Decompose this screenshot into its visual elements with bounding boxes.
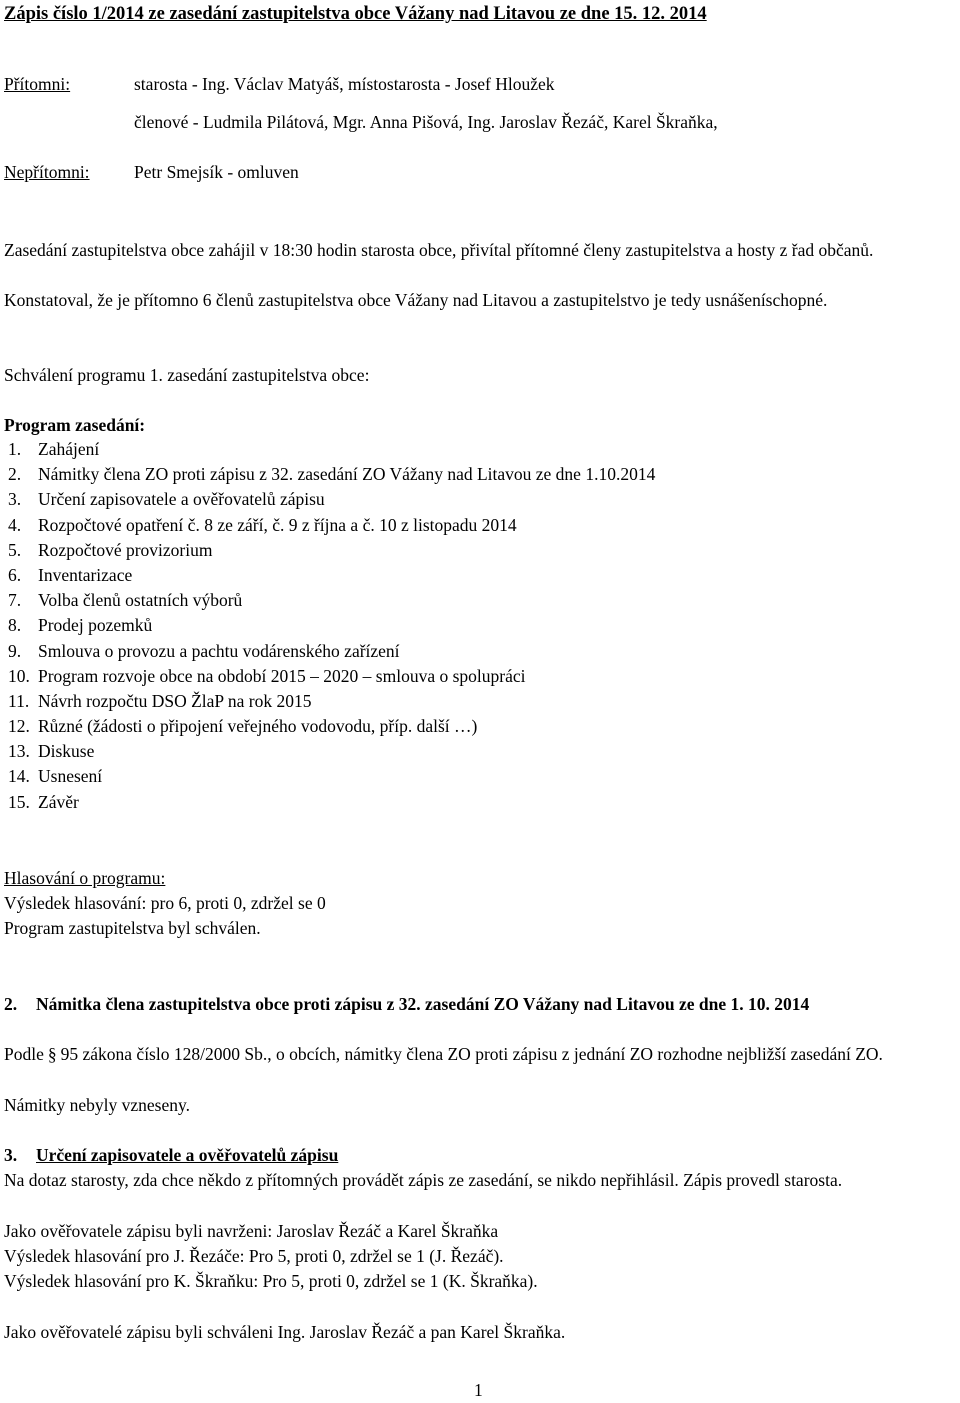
vote-program-approved: Program zastupitelstva byl schválen.	[4, 918, 261, 938]
intro-paragraph-1: Zasedání zastupitelstva obce zahájil v 18:30 hodin starosta obce, přivítal přítomné členy zastupitelstva a hosty z řad občanů.	[4, 240, 874, 260]
section-2-paragraph: Podle § 95 zákona číslo 128/2000 Sb., o obcích, námitky člena ZO proti zápisu z jednání ZO rozhodne nejbližší zasedání ZO.	[4, 1042, 956, 1067]
section-3-paragraph-4: Výsledek hlasování pro K. Škraňku: Pro 5, proti 0, zdržel se 1 (K. Škraňka).	[4, 1271, 538, 1291]
program-item: 14. Usnesení	[8, 766, 103, 787]
program-item: 7. Volba členů ostatních výborů	[8, 590, 243, 611]
section-sign-icon: §	[47, 1044, 57, 1064]
program-heading: Program zasedání:	[4, 415, 146, 435]
section-3-title: Určení zapisovatele a ověřovatelů zápisu	[36, 1145, 339, 1165]
program-item: 9. Smlouva o provozu a pachtu vodárenského zařízení	[8, 640, 400, 661]
program-item: 3. Určení zapisovatele a ověřovatelů zápisu	[8, 489, 325, 510]
vote-program-result: Výsledek hlasování: pro 6, proti 0, zdržel se 0	[4, 893, 326, 913]
section-3-paragraph-3: Výsledek hlasování pro J. Řezáče: Pro 5, proti 0, zdržel se 1 (J. Řezáč).	[4, 1246, 504, 1266]
program-item: 4. Rozpočtové opatření č. 8 ze září, č. 9 z října a č. 10 z listopadu 2014	[8, 514, 517, 535]
absent-label: Nepřítomni:	[4, 162, 90, 182]
program-item: 13. Diskuse	[8, 741, 95, 762]
program-item: 6. Inventarizace	[8, 564, 133, 585]
page-number: 1	[474, 1380, 483, 1400]
section-3-paragraph-1: Na dotaz starosty, zda chce někdo z přítomných provádět zápis ze zasedání, se nikdo nepřihlásil. Zápis provedl starosta.	[4, 1170, 843, 1190]
section-2-heading	[4, 992, 956, 1017]
program-item: 15. Závěr	[8, 791, 79, 812]
section-2-number: 2.	[4, 994, 18, 1014]
program-item: 1. Zahájení	[8, 439, 100, 459]
present-line-2: členové - Ludmila Pilátová, Mgr. Anna Pišová, Ing. Jaroslav Řezáč, Karel Škraňka,	[134, 112, 718, 132]
program-item: 10. Program rozvoje obce na období 2015 – 2020 – smlouva o spolupráci	[8, 665, 526, 686]
program-list	[8, 437, 655, 815]
program-item: 11. Návrh rozpočtu DSO ŽlaP na rok 2015	[8, 690, 312, 711]
present-label: Přítomni:	[4, 74, 71, 94]
section-3-paragraph-5: Jako ověřovatelé zápisu byli schváleni Ing. Jaroslav Řezáč a pan Karel Škraňka.	[4, 1322, 566, 1342]
intro-paragraph-2: Konstatoval, že je přítomno 6 členů zastupitelstva obce Vážany nad Litavou a zastupitelstvo je tedy usnášeníschopné.	[4, 290, 828, 310]
program-item: 2. Námitky člena ZO proti zápisu z 32. zasedání ZO Vážany nad Litavou ze dne 1.10.2014	[8, 464, 656, 485]
section-3-heading	[4, 1143, 956, 1168]
section-3-number: 3.	[4, 1145, 18, 1165]
vote-program-heading: Hlasování o programu:	[4, 868, 166, 888]
absent-text: Petr Smejsík - omluven	[134, 162, 299, 182]
program-item: 12. Různé (žádosti o připojení veřejného vodovodu, příp. další …)	[8, 716, 478, 737]
section-3-paragraph-2: Jako ověřovatele zápisu byli navrženi: Jaroslav Řezáč a Karel Škraňka	[4, 1221, 499, 1241]
present-line-1: starosta - Ing. Václav Matyáš, místostarosta - Josef Hloužek	[134, 74, 555, 94]
program-item: 8. Prodej pozemků	[8, 615, 153, 636]
document-title: Zápis číslo 1/2014 ze zasedání zastupitelstva obce Vážany nad Litavou ze dne 15. 12. 2014	[4, 4, 707, 24]
program-item: 5. Rozpočtové provizorium	[8, 539, 213, 560]
section-2-title: Námitka člena zastupitelstva obce proti zápisu z 32. zasedání ZO Vážany nad Litavou ze dne 1. 10. 2014	[36, 994, 810, 1014]
section-2-no-objections: Námitky nebyly vzneseny.	[4, 1095, 190, 1115]
program-approval-line: Schválení programu 1. zasedání zastupitelstva obce:	[4, 365, 370, 385]
